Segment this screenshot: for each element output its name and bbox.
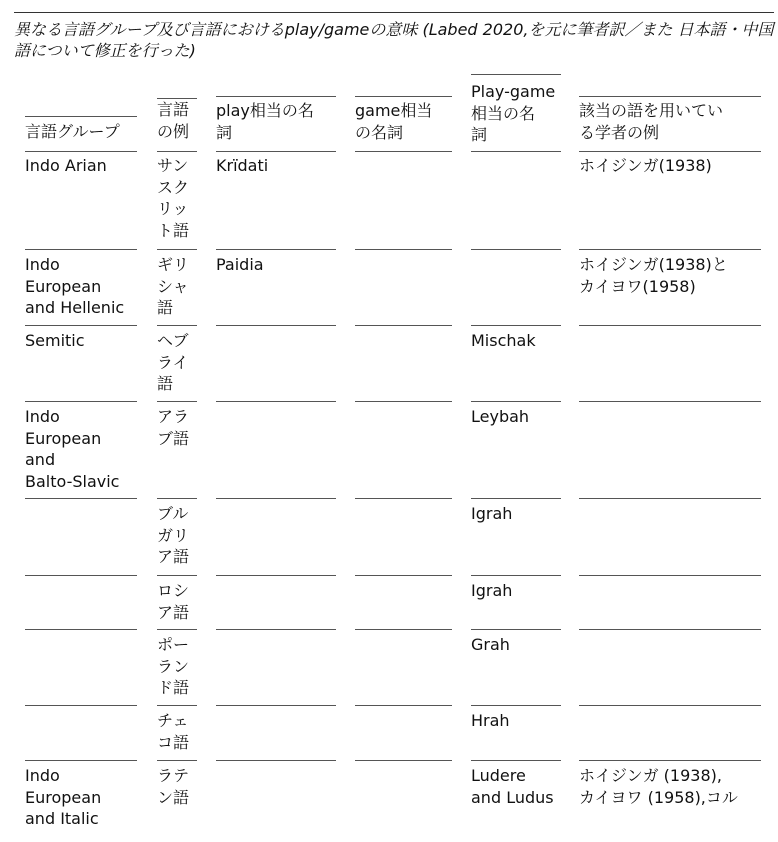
cell-scholar-example: ホイジンガ (1938), カイヨワ (1958),コル — [579, 766, 738, 807]
cell-language-group: Indo European and Italic — [25, 766, 102, 828]
row-rule — [157, 705, 197, 706]
row-rule — [25, 498, 137, 499]
cell-language-example: ロシ ア語 — [157, 581, 190, 622]
cell-language-example: チェ コ語 — [157, 711, 190, 752]
row-rule — [579, 629, 761, 630]
row-rule — [355, 575, 452, 576]
header-language-group: 言語グループ — [25, 122, 120, 141]
row-rule — [216, 249, 336, 250]
cell-language-example: ブル ガリ ア語 — [157, 504, 190, 566]
row-rule — [355, 249, 452, 250]
row-rule — [216, 705, 336, 706]
header-game-noun: game相当 の名詞 — [355, 101, 433, 142]
row-rule — [157, 401, 197, 402]
row-rule — [471, 498, 561, 499]
cell-play-noun: Krïdati — [216, 156, 269, 175]
row-rule — [25, 401, 137, 402]
cell-play-game-noun: Hrah — [471, 711, 510, 730]
header-bottom-rule — [471, 151, 561, 152]
header-top-rule — [471, 74, 561, 75]
header-bottom-rule — [216, 151, 336, 152]
row-rule — [579, 498, 761, 499]
header-top-rule — [25, 116, 137, 117]
row-rule — [471, 705, 561, 706]
header-top-rule — [579, 96, 761, 97]
row-rule — [355, 498, 452, 499]
cell-language-group: Indo European and Balto-Slavic — [25, 407, 120, 491]
header-bottom-rule — [355, 151, 452, 152]
row-rule — [216, 401, 336, 402]
row-rule — [471, 760, 561, 761]
header-bottom-rule — [579, 151, 761, 152]
cell-play-game-noun: Ludere and Ludus — [471, 766, 554, 807]
header-play-game-noun: Play-game 相当の名 詞 — [471, 82, 556, 144]
row-rule — [355, 629, 452, 630]
row-rule — [579, 401, 761, 402]
cell-play-game-noun: Grah — [471, 635, 510, 654]
cell-language-example: ポー ラン ド語 — [157, 635, 190, 697]
row-rule — [25, 760, 137, 761]
row-rule — [25, 575, 137, 576]
row-rule — [471, 325, 561, 326]
cell-language-group: Indo European and Hellenic — [25, 255, 125, 317]
cell-scholar-example: ホイジンガ(1938)と カイヨワ(1958) — [579, 255, 728, 296]
row-rule — [25, 629, 137, 630]
row-rule — [355, 760, 452, 761]
cell-language-example: アラ ブ語 — [157, 407, 190, 448]
row-rule — [157, 325, 197, 326]
cell-play-game-noun: Igrah — [471, 504, 513, 523]
row-rule — [355, 325, 452, 326]
cell-language-group: Indo Arian — [25, 156, 107, 175]
row-rule — [216, 629, 336, 630]
row-rule — [579, 325, 761, 326]
header-play-noun: play相当の名 詞 — [216, 101, 314, 142]
cell-language-example: サン スク リッ ト語 — [157, 156, 190, 240]
header-bottom-rule — [25, 151, 137, 152]
row-rule — [471, 575, 561, 576]
row-rule — [157, 760, 197, 761]
header-scholar-example: 該当の語を用いてい る学者の例 — [579, 101, 724, 142]
cell-play-noun: Paidia — [216, 255, 264, 274]
cell-scholar-example: ホイジンガ(1938) — [579, 156, 712, 175]
row-rule — [157, 629, 197, 630]
header-language-example: 言語 の例 — [157, 100, 190, 141]
table-caption: 異なる言語グループ及び言語におけるplay/gameの意味 (Labed 2020,を元に筆者訳／また 日本語・中国語について修正を行った) — [14, 12, 774, 61]
cell-language-group: Semitic — [25, 331, 85, 350]
header-top-rule — [216, 96, 336, 97]
row-rule — [216, 498, 336, 499]
row-rule — [579, 249, 761, 250]
row-rule — [355, 401, 452, 402]
row-rule — [579, 760, 761, 761]
row-rule — [157, 575, 197, 576]
row-rule — [355, 705, 452, 706]
row-rule — [579, 575, 761, 576]
row-rule — [471, 401, 561, 402]
cell-language-example: ギリ シャ 語 — [157, 255, 190, 317]
header-top-rule — [355, 96, 452, 97]
cell-play-game-noun: Mischak — [471, 331, 536, 350]
row-rule — [25, 325, 137, 326]
row-rule — [216, 575, 336, 576]
row-rule — [25, 705, 137, 706]
header-bottom-rule — [157, 151, 197, 152]
cell-play-game-noun: Igrah — [471, 581, 513, 600]
cell-language-example: ヘブ ライ 語 — [157, 331, 189, 393]
cell-play-game-noun: Leybah — [471, 407, 530, 426]
row-rule — [471, 629, 561, 630]
row-rule — [471, 249, 561, 250]
row-rule — [579, 705, 761, 706]
row-rule — [157, 498, 197, 499]
cell-language-example: ラテ ン語 — [157, 766, 190, 807]
row-rule — [216, 325, 336, 326]
row-rule — [25, 249, 137, 250]
row-rule — [157, 249, 197, 250]
row-rule — [216, 760, 336, 761]
